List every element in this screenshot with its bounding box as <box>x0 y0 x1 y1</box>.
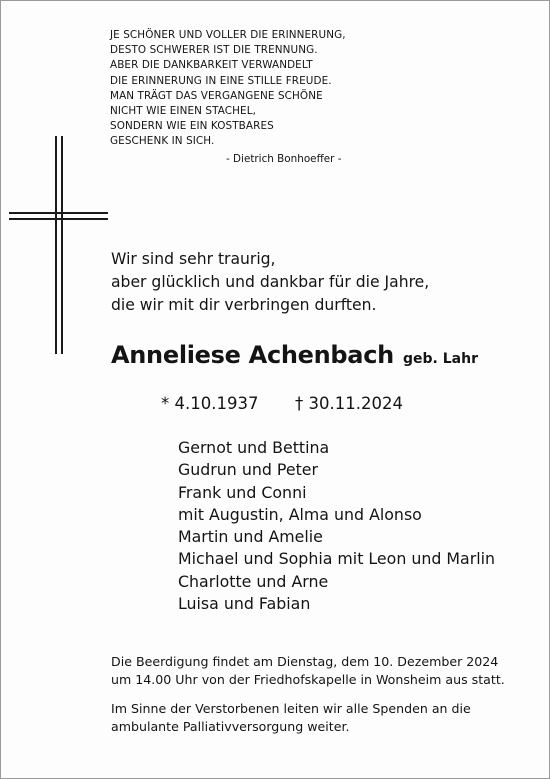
donation-info <box>111 700 471 736</box>
donation-line: ambulante Palliativversorgung weiter. <box>111 719 350 734</box>
maiden-name: geb. Lahr <box>403 351 478 367</box>
poem-line: JE SCHÖNER UND VOLLER DIE ERINNERUNG, <box>110 29 346 41</box>
funeral-line: um 14.00 Uhr von der Friedhofskapelle in Wonsheim aus statt. <box>111 672 505 687</box>
cross-vertical-bar <box>55 136 63 354</box>
quote-poem <box>110 28 346 150</box>
quote-author: - Dietrich Bonhoeffer - <box>226 153 342 165</box>
deceased-name: Anneliese Achenbach <box>111 341 394 369</box>
mourner-entry: Michael und Sophia mit Leon und Marlin <box>178 549 496 569</box>
mourner-entry: Frank und Conni <box>178 482 307 502</box>
intro-line: aber glücklich und dankbar für die Jahre, <box>111 273 430 291</box>
death-date: † 30.11.2024 <box>295 394 403 413</box>
cross-intersection <box>55 212 63 220</box>
poem-line: GESCHENK IN SICH. <box>110 135 215 148</box>
deceased-name-line <box>111 341 478 369</box>
poem-line: MAN TRÄGT DAS VERGANGENE SCHÖNE <box>110 89 323 102</box>
poem-line: DESTO SCHWERER IST DIE TRENNUNG. <box>110 44 318 57</box>
mourner-entry: Martin und Amelie <box>178 527 323 547</box>
mourner-entry: Charlotte und Arne <box>178 571 329 591</box>
mourner-entry: Gudrun und Peter <box>178 460 318 480</box>
mourner-entry: mit Augustin, Alma und Alonso <box>178 504 422 524</box>
poem-line: DIE ERINNERUNG IN EINE STILLE FREUDE. <box>110 74 332 87</box>
poem-line: ABER DIE DANKBARKEIT VERWANDELT <box>110 59 313 72</box>
poem-line: SONDERN WIE EIN KOSTBARES <box>110 120 274 133</box>
mourner-entry: Luisa und Fabian <box>178 594 311 614</box>
birth-date: * 4.10.1937 <box>161 394 259 413</box>
intro-line: die wir mit dir verbringen durften. <box>111 296 377 314</box>
poem-line: NICHT WIE EINEN STACHEL, <box>110 105 256 118</box>
mourners-list <box>178 437 495 615</box>
funeral-line: Die Beerdigung findet am Dienstag, dem 10. Dezember 2024 <box>111 654 499 669</box>
intro-text <box>111 248 429 317</box>
intro-line: Wir sind sehr traurig, <box>111 250 276 268</box>
funeral-info <box>111 653 505 689</box>
donation-line: Im Sinne der Verstorbenen leiten wir alle Spenden an die <box>111 701 471 716</box>
mourner-entry: Gernot und Bettina <box>178 438 330 457</box>
